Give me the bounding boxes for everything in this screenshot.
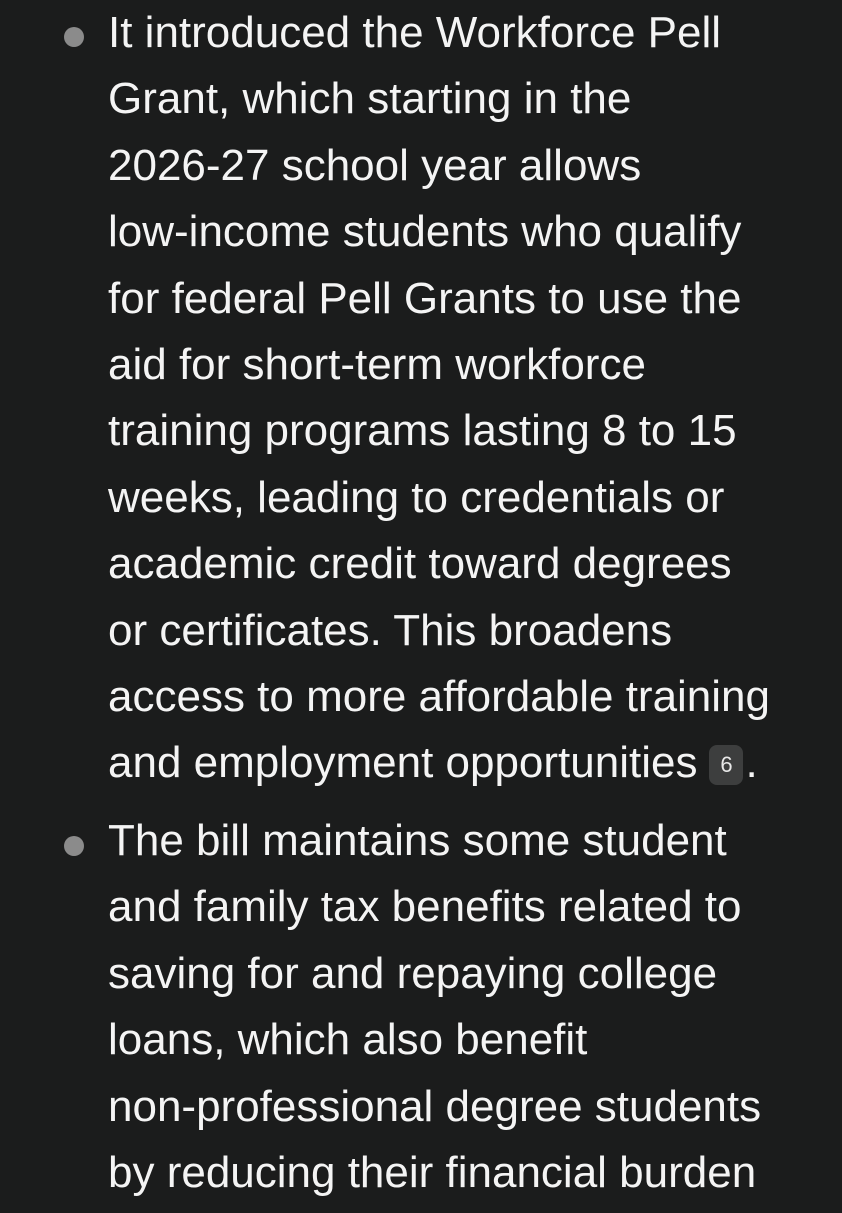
bullet-point-icon (64, 27, 84, 47)
text-line: 2026-27 school year allows (108, 140, 642, 190)
end-punctuation: . (745, 738, 758, 788)
text-fragment: and employment opportunities (108, 738, 698, 788)
text-line-last (108, 730, 842, 796)
text-line: aid for short-term workforce (108, 340, 646, 390)
text-line: It introduced the Workforce Pell (108, 8, 722, 57)
text-line: weeks, leading to credentials or (108, 472, 725, 522)
text-line: saving for and repaying college (108, 948, 718, 998)
bullet-point-icon (64, 836, 84, 856)
citation-badge[interactable]: 6 (709, 745, 743, 785)
text-line: non-professional degree students (108, 1081, 762, 1131)
text-line: access to more affordable training (108, 672, 770, 722)
text-line: low-income students who qualify (108, 207, 742, 257)
list-item (0, 808, 842, 1206)
text-line: by reducing their financial burden (108, 1148, 757, 1198)
text-line: and family tax benefits related to (108, 882, 742, 932)
text-line: The bill maintains some student (108, 816, 727, 865)
text-line: loans, which also benefit (108, 1015, 588, 1065)
text-line: training programs lasting 8 to 15 (108, 406, 737, 456)
text-line: for federal Pell Grants to use the (108, 273, 742, 323)
text-line: or certificates. This broadens (108, 605, 673, 655)
text-line: academic credit toward degrees (108, 539, 732, 589)
text-line: Grant, which starting in the (108, 74, 632, 124)
